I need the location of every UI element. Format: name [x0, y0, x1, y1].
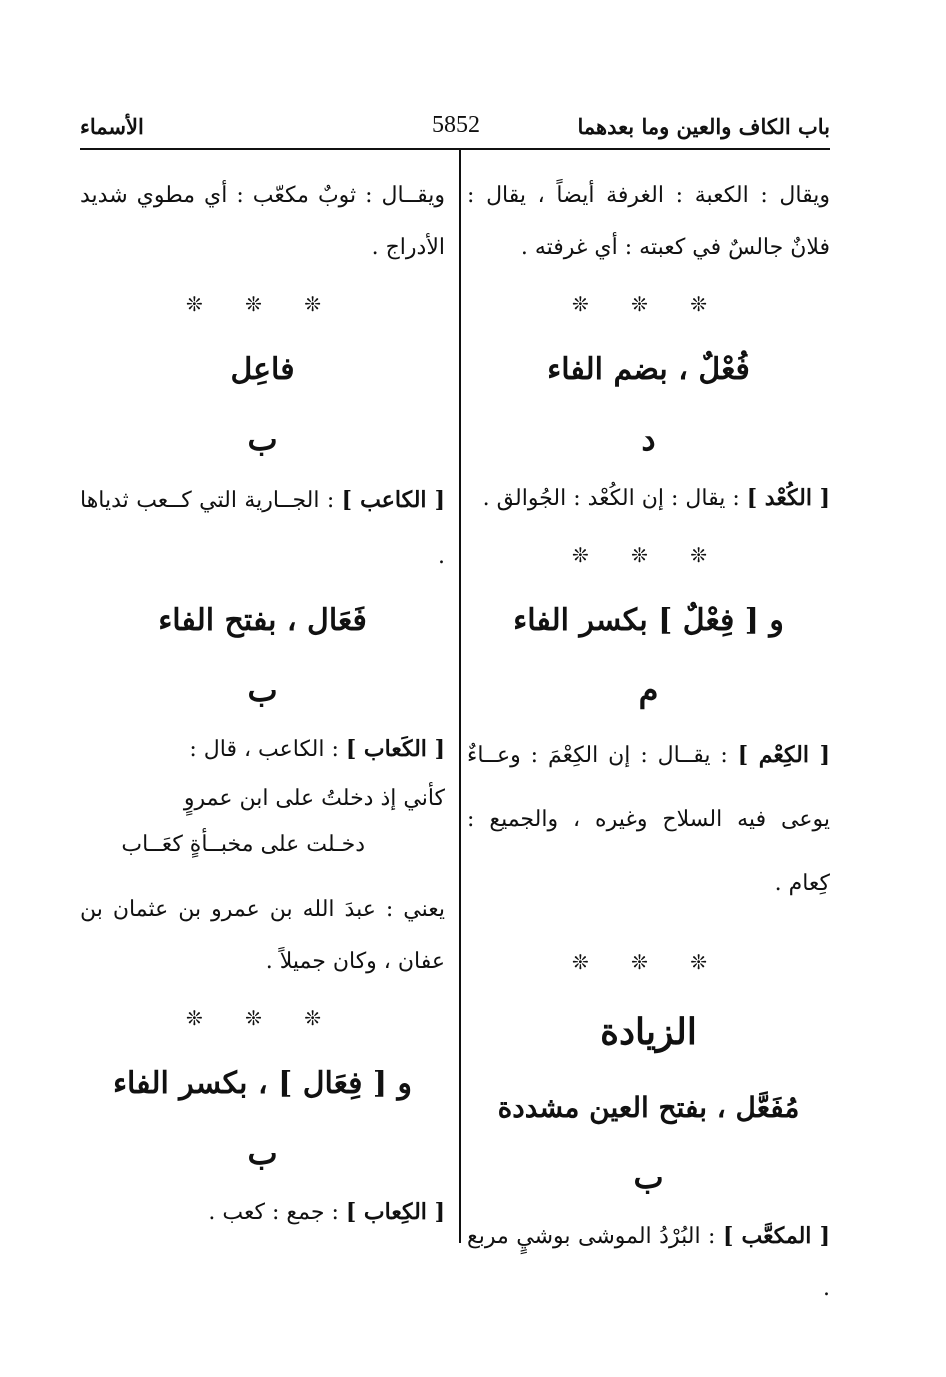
left-column: [80, 170, 445, 1239]
entry-word: [ الكِعْم ]: [737, 742, 830, 768]
pattern-heading: فَعَال ، بفتح الفاء: [158, 603, 367, 638]
letter-heading: د: [641, 420, 656, 458]
entry-word: [ المكعَّب ]: [722, 1223, 830, 1249]
paragraph: يعني : عبدَ الله بن عمرو بن عثمان بن عفان ، وكان جميلاً .: [80, 897, 445, 974]
separator-stars: ❊ ❊ ❊: [572, 950, 725, 974]
entry-text: : جمع : كعب .: [208, 1200, 346, 1225]
verse-line: دخـلت على مخبــأةٍ كعَــاب: [121, 832, 365, 857]
entry-word: [ الكَعاب ]: [345, 736, 445, 762]
letter-heading: ب: [247, 671, 278, 709]
dictionary-entry: [80, 472, 445, 585]
chapter-title: باب الكاف والعين وما بعدهما: [577, 114, 830, 139]
right-column: [467, 170, 830, 1315]
separator-stars: ❊ ❊ ❊: [572, 543, 725, 567]
paragraph: ويقــال : ثوبٌ مكعّب : أي مطوي شديد الأدراج .: [80, 183, 445, 260]
entry-text: : البُرْدُ الموشى بوشيٍ مربع .: [467, 1224, 830, 1301]
page-header: [80, 110, 830, 150]
entry-word: [ الكُعْد ]: [746, 485, 830, 511]
dictionary-entry: [467, 1210, 830, 1315]
pattern-heading: فاعِل: [230, 352, 295, 387]
letter-heading: م: [638, 671, 659, 709]
separator-stars: ❊ ❊ ❊: [572, 292, 725, 316]
dictionary-entry: [467, 472, 830, 525]
entry-text: : يقــال : إن الكِعْمَ : وعــاءٌ يوعى فيه السلاح وغيره ، والجميع : كِعام .: [467, 743, 830, 896]
letter-heading: ب: [633, 1158, 664, 1196]
dictionary-entry: [467, 723, 830, 916]
pattern-heading: فُعْلٌ ، بضم الفاء: [547, 352, 750, 387]
poem-verse: [80, 776, 445, 868]
dictionary-entry: [80, 1186, 445, 1239]
column-divider: [459, 148, 461, 1243]
pattern-heading: و [ فِعَال ] ، بكسر الفاء: [112, 1066, 413, 1101]
pattern-heading: و [ فِعْلٌ ] بكسر الفاء: [513, 603, 784, 638]
letter-heading: ب: [247, 1134, 278, 1172]
page-number: 5852: [432, 112, 480, 138]
verse-line: كأني إذ دخلتُ على ابن عمروٍ: [183, 786, 445, 811]
section-title: الأسماء: [80, 114, 144, 139]
pattern-heading: مُفَعَّل ، بفتح العين مشددة: [497, 1091, 800, 1124]
entry-word: [ الكاعب ]: [341, 487, 445, 513]
separator-stars: ❊ ❊ ❊: [186, 1006, 339, 1030]
separator-stars: ❊ ❊ ❊: [186, 292, 339, 316]
entry-text: : الكاعب ، قال :: [189, 737, 346, 762]
paragraph: ويقال : الكعبة : الغرفة أيضاً ، يقال : فلانٌ جالسٌ في كعبته : أي غرفته .: [467, 183, 830, 260]
dictionary-entry: [80, 723, 445, 776]
entry-text: : الجــارية التي كــعب ثدياها .: [80, 488, 445, 569]
letter-heading: ب: [247, 420, 278, 458]
section-heading: الزيادة: [600, 1011, 697, 1053]
entry-text: : يقال : إن الكُعْد : الجُوالق .: [482, 486, 747, 511]
entry-word: [ الكِعاب ]: [345, 1199, 445, 1225]
